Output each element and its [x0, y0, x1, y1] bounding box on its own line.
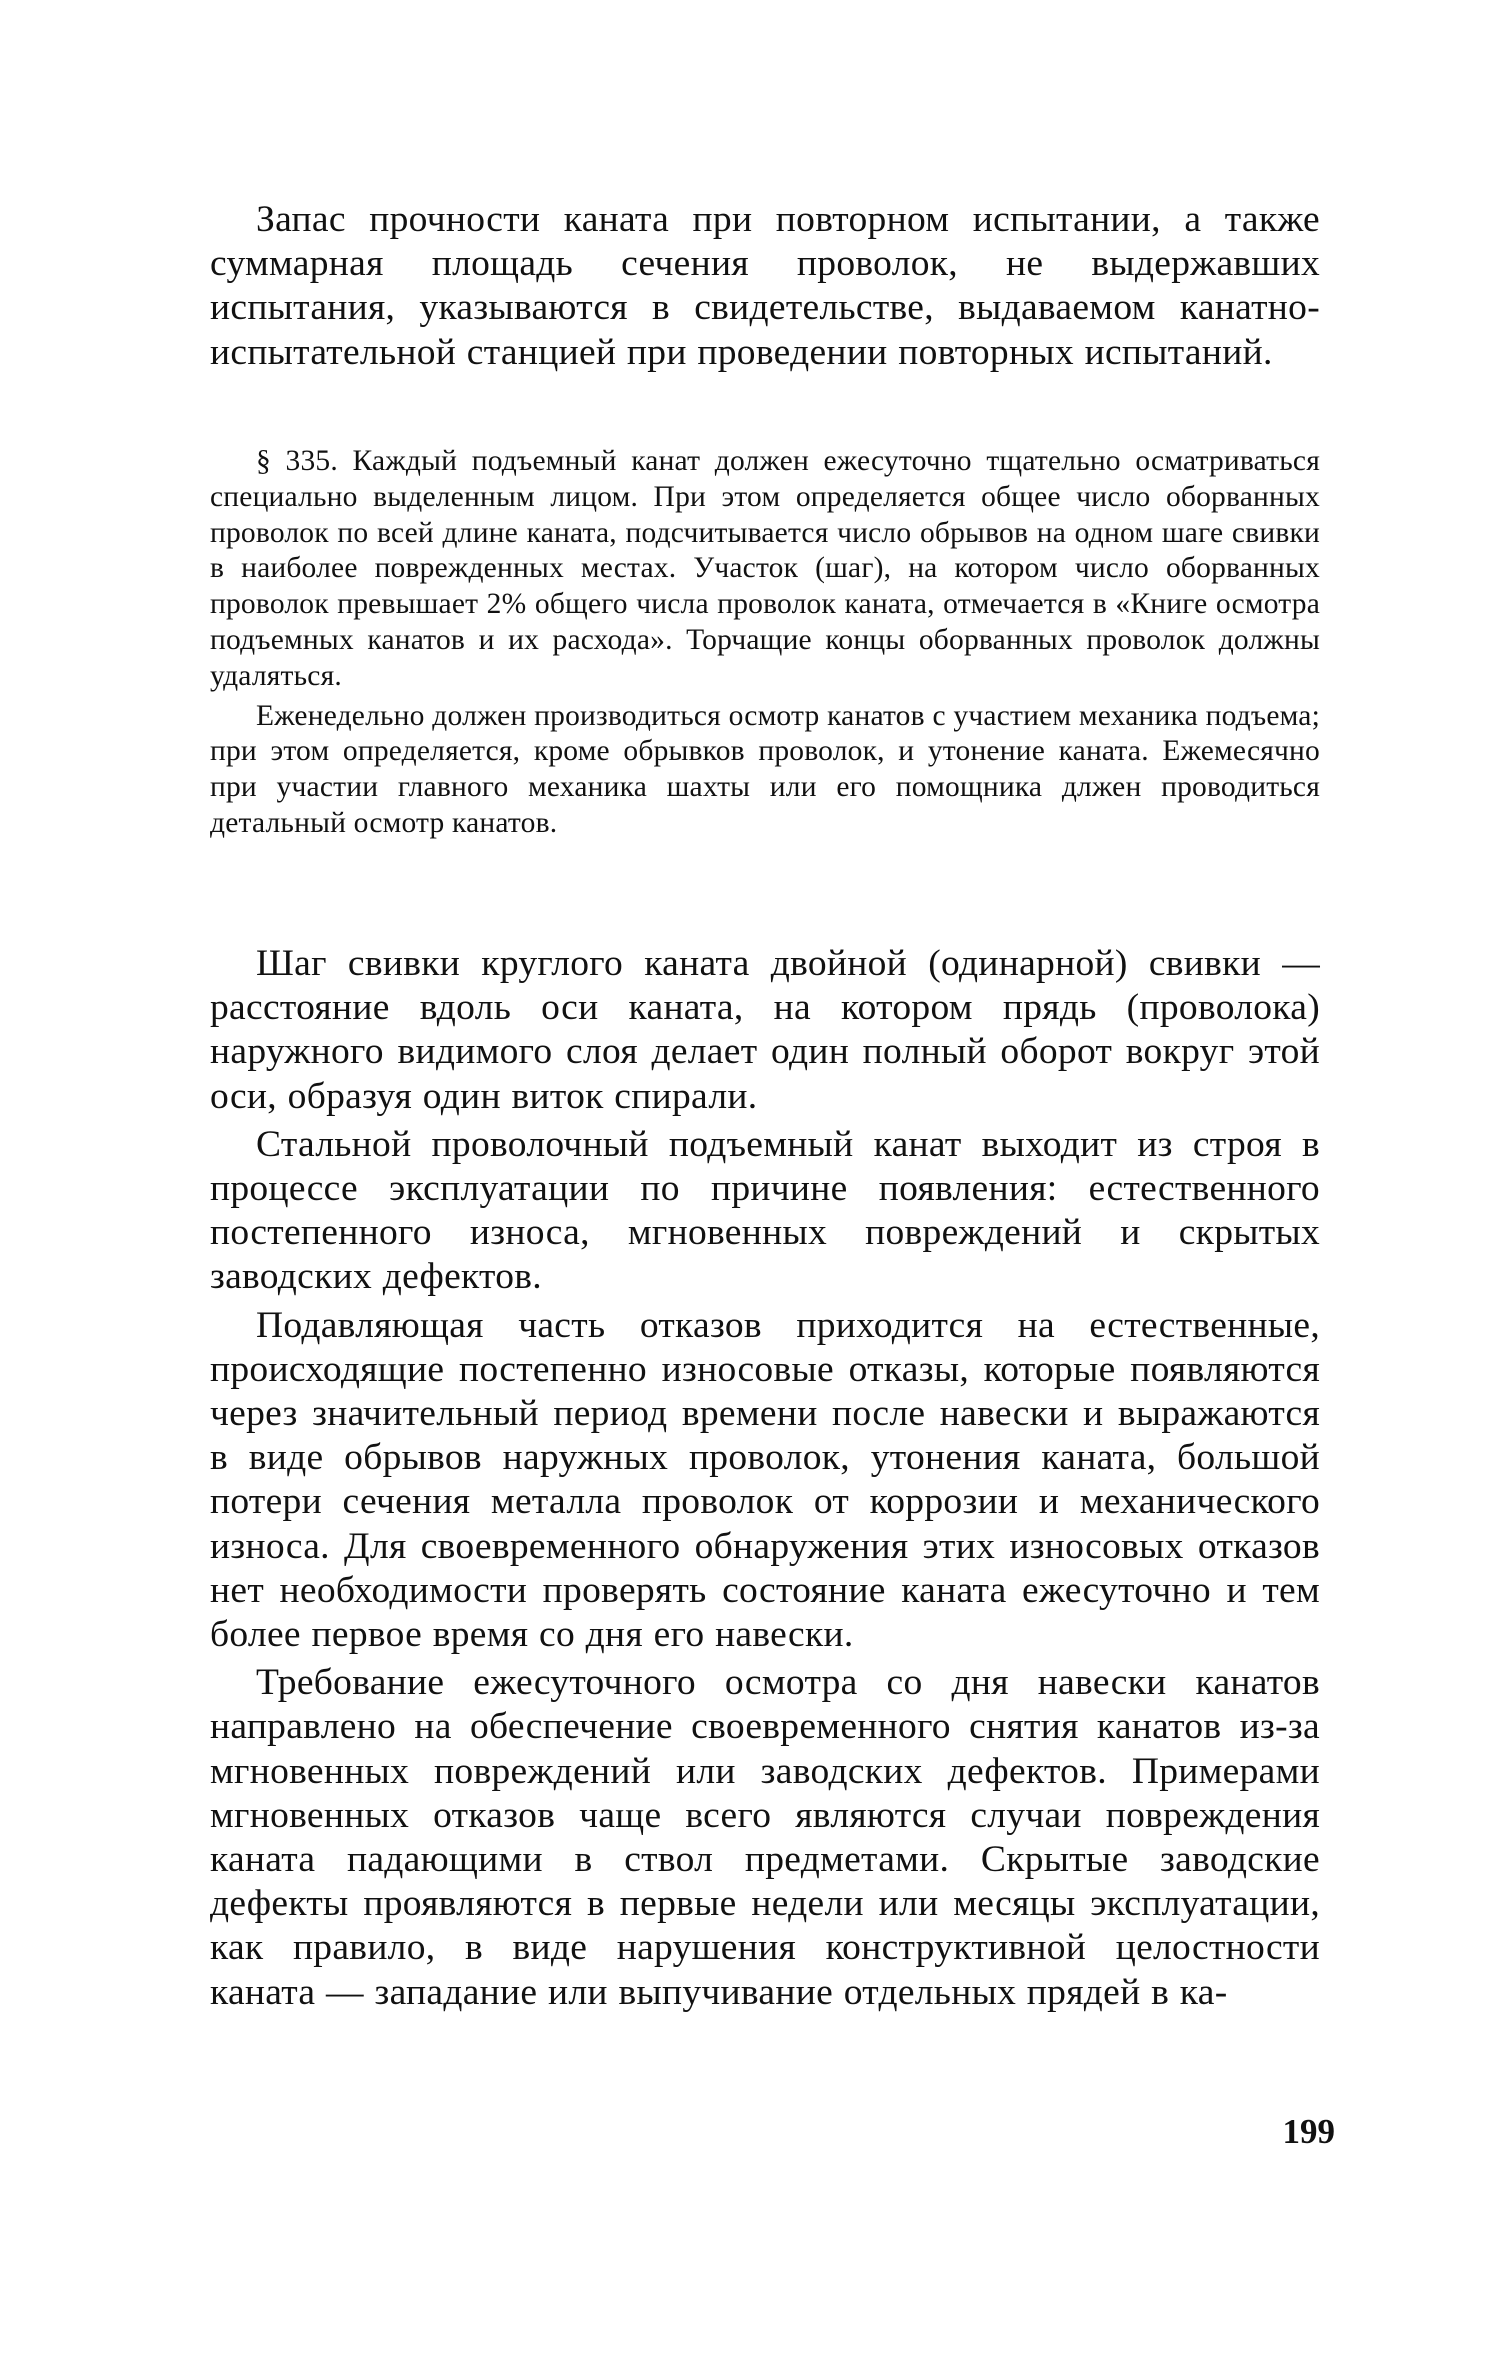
- intro-paragraph: Запас прочности каната при повторном испытании, а также суммарная площадь сечения проволок, не выдержавших испытания, указываются в свидетельстве, выдаваемом канатно-испытательной станцией при проведении повторных испытаний.: [210, 199, 1320, 373]
- regulation-paragraph-weekly: Еженедельно должен производиться осмотр канатов с участием механика подъема; при этом определяется, кроме обрывков проволок, и утонение каната. Ежемесячно при участии главного механика шахты или его помощника длжен проводиться детальный осмотр канатов.: [210, 699, 1320, 839]
- commentary-paragraph: Шаг свивки круглого каната двойной (одинарной) свивки — расстояние вдоль оси каната, на котором прядь (проволока) наружного видимого слоя делает один полный оборот вокруг этой оси, образуя один виток спирали.: [210, 943, 1320, 1117]
- commentary-paragraph: Требование ежесуточного осмотра со дня навески канатов направлено на обеспечение своевременного снятия канатов из-за мгновенных повреждений или заводских дефектов. Примерами мгновенных отказов чаще всего являются случаи повреждения каната падающими в ствол предметами. Скрытые заводские дефекты проявляются в первые недели или месяцы эксплуатации, как правило, в виде нарушения конструктивной целостности каната — западание или выпучивание отдельных прядей в ка-: [210, 1662, 1320, 2013]
- regulation-section: [210, 444, 1320, 842]
- commentary-section: [210, 942, 1320, 2015]
- page-number: 199: [1282, 2112, 1335, 2151]
- commentary-paragraph: Подавляющая часть отказов приходится на естественные, происходящие постепенно износовые отказы, которые появляются через значительный период времени после навески и выражаются в виде обрывов наружных проволок, утонения каната, большой потери сечения металла проволок от коррозии и механического износа. Для своевременного обнаружения этих износовых отказов нет необходимости проверять состояние каната ежесуточно и тем более первое время со дня его навески.: [210, 1304, 1320, 1656]
- regulation-paragraph-335: § 335. Каждый подъемный канат должен ежесуточно тщательно осматриваться специально выделенным лицом. При этом определяется общее число оборванных проволок по всей длине каната, подсчитывается число обрывов на одном шаге свивки в наиболее поврежденных местах. Участок (шаг), на котором число оборванных проволок превышает 2% общего числа проволок каната, отмечается в «Книге осмотра подъемных канатов и их расхода». Торчащие концы оборванных проволок должны удаляться.: [210, 445, 1320, 692]
- commentary-paragraph: Стальной проволочный подъемный канат выходит из строя в процессе эксплуатации по причине появления: естественного постепенного износа, мгновенных повреждений и скрытых заводских дефектов.: [210, 1123, 1320, 1298]
- intro-section: [210, 198, 1320, 375]
